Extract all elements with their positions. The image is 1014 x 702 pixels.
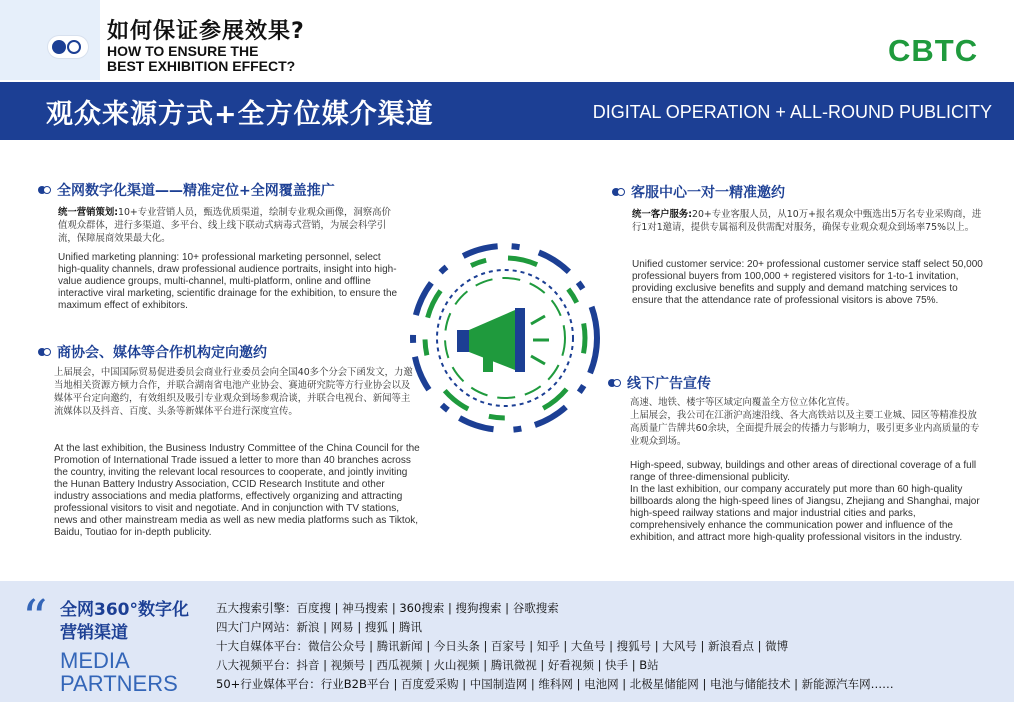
filled-dot — [52, 40, 66, 54]
footer-title-cn-line2: 营销渠道 — [60, 623, 128, 643]
section-title-offline: 线下广告宣传 — [608, 373, 711, 393]
media-line-industry: 50+行业媒体平台：行业B2B平台 | 百度爱采购 | 中国制造网 | 维科网 | 电池网 | 北极星储能网 | 电池与储能技术 | 新能源汽车网…… — [216, 677, 894, 691]
header-title-cn: 如何保证参展效果? — [107, 19, 305, 44]
association-body-en: At the last exhibition, the Business Industry Committee of the China Council for the Promotion of International Trade issued a letter to more than 40 branches across the country, inviting the relevant local resources to cooperate, and jointly inviting the Hunan Battery Industry Association, CCID Research Institute and other industry associations and media platforms, effectively organizing and attracting professional visitors to visit and negotiate. And in conjunction with TV stations, news and other mainstream media as well as new media platforms such as Tiktok, Baidu, Toutiao for in-depth publicity. — [54, 443, 420, 538]
association-body-cn: 上届展会，中国国际贸易促进委员会商业行业委员会向全国40多个分会下函发文，力邀当地相关资源方倾力合作，并联合湖南省电池产业协会、赛迪研究院等方行业协会以及媒体平台定向邀约，有效组织及吸引专业观众到场参观洽谈，并联合电视台、新闻等主流媒体以及抖音、百度、头条等新媒体平台进行深度宣传。 — [54, 367, 413, 417]
service-text-cn: 20+专业客服人员，从10万+报名观众中甄选出5万名专业采购商，进行1对1邀请，提供专属福利及供需配对服务，确保专业观众观众到场率75%以上。 — [632, 209, 982, 233]
offline-text-en-1: High-speed, subway, buildings and other areas of directional coverage of a full range of three-dimensional publicity. — [630, 460, 977, 483]
header-title-en-line1: HOW TO ENSURE THE — [107, 43, 259, 59]
footer-title-en — [60, 649, 178, 695]
header — [0, 0, 1014, 82]
bullet-icon — [608, 378, 621, 388]
bullet-icon — [612, 187, 625, 197]
bullet-icon — [38, 347, 51, 357]
service-label: 统一客户服务: — [632, 209, 692, 220]
digital-label: 统一营销策划: — [58, 207, 118, 218]
center-megaphone-graphic — [405, 238, 605, 438]
toggle-dots-icon — [48, 36, 88, 58]
offline-text-cn-1: 高速、地铁、楼宇等区域定向覆盖全方位立体化宣传。 — [630, 397, 856, 408]
bullet-icon — [38, 185, 51, 195]
footer-title-cn — [60, 599, 189, 645]
media-line-portals: 四大门户网站：新浪 | 网易 | 搜狐 | 腾讯 — [216, 620, 423, 634]
service-body-en: Unified customer service: 20+ professional customer service staff select 50,000 professional buyers from 100,000 + registered visitors for 1-to-1 invitation, providing exclusive benefits and supply and demand matching services to ensure that the attendance rate of professional visitors is above 75%. — [632, 259, 983, 306]
megaphone-icon — [457, 308, 549, 372]
offline-body-cn — [630, 396, 980, 448]
footer-title-en-line1: MEDIA — [60, 648, 130, 673]
title-banner — [0, 82, 1014, 140]
media-line-video: 八大视频平台：抖音 | 视频号 | 西瓜视频 | 火山视频 | 腾讯微视 | 好看视频 | 快手 | B站 — [216, 658, 659, 672]
section-title-service: 客服中心一对一精准邀约 — [612, 182, 785, 202]
section-title-digital: 全网数字化渠道——精准定位+全网覆盖推广 — [38, 180, 335, 200]
header-title-en — [107, 44, 295, 74]
digital-text-cn: 10+专业营销人员，甄选优质渠道，绘制专业观众画像，洞察高价值观众群体，进行多渠道、多平台、线上线下联动式病毒式营销，为展会科学引流，保障展商效果最大化。 — [58, 207, 391, 244]
footer-title-en-line2: PARTNERS — [60, 671, 178, 696]
quote-icon: “ — [22, 589, 48, 647]
media-line-search: 五大搜索引擎：百度搜 | 神马搜索 | 360搜索 | 搜狗搜索 | 谷歌搜索 — [216, 601, 559, 615]
offline-text-en-2: In the last exhibition, our company accurately put more than 60 high-quality billboards along the high-speed lines of Jiangsu, Zhejiang and Shanghai, major high-speed railway stations and major industrial cities and parks, comprehensively enhance the communication power and influence of the exhibition, and attract more high-quality professional visitors in the industry. — [630, 484, 980, 543]
footer-title-cn-line1: 全网360°数字化 — [60, 600, 189, 620]
media-partners-footer — [0, 581, 1014, 702]
service-body-cn — [632, 208, 982, 234]
header-title-en-line2: BEST EXHIBITION EFFECT? — [107, 58, 296, 74]
media-line-self-media: 十大自媒体平台：微信公众号 | 腾讯新闻 | 今日头条 | 百家号 | 知乎 | 大鱼号 | 搜狐号 | 大风号 | 新浪看点 | 微博 — [216, 639, 789, 653]
media-list — [216, 599, 894, 694]
offline-body-en — [630, 460, 982, 544]
banner-title-en: DIGITAL OPERATION + ALL-ROUND PUBLICITY — [592, 102, 992, 122]
outline-dot — [67, 40, 81, 54]
section-title-association: 商协会、媒体等合作机构定向邀约 — [38, 342, 267, 362]
digital-body-cn — [58, 206, 400, 245]
banner-title-cn: 观众来源方式+全方位媒介渠道 — [46, 99, 434, 130]
offline-text-cn-2: 上届展会，我公司在江浙沪高速沿线、各大高铁站以及主要工业城、园区等精准投放高质量广告牌共60余块，全面提升展会的传播力与影响力，吸引更多业内高质量的专业观众到场。 — [630, 410, 980, 447]
digital-body-en: Unified marketing planning: 10+ professional marketing personnel, select high-quality channels, draw professional audience portraits, insight into high-value audience groups, multi-channel, multi-platform, online and offline interactive viral marketing, scientific drainage for the exhibition, to ensure the maximum effect of exhibitors. — [58, 252, 398, 311]
cbtc-logo: CBTC — [888, 33, 979, 68]
